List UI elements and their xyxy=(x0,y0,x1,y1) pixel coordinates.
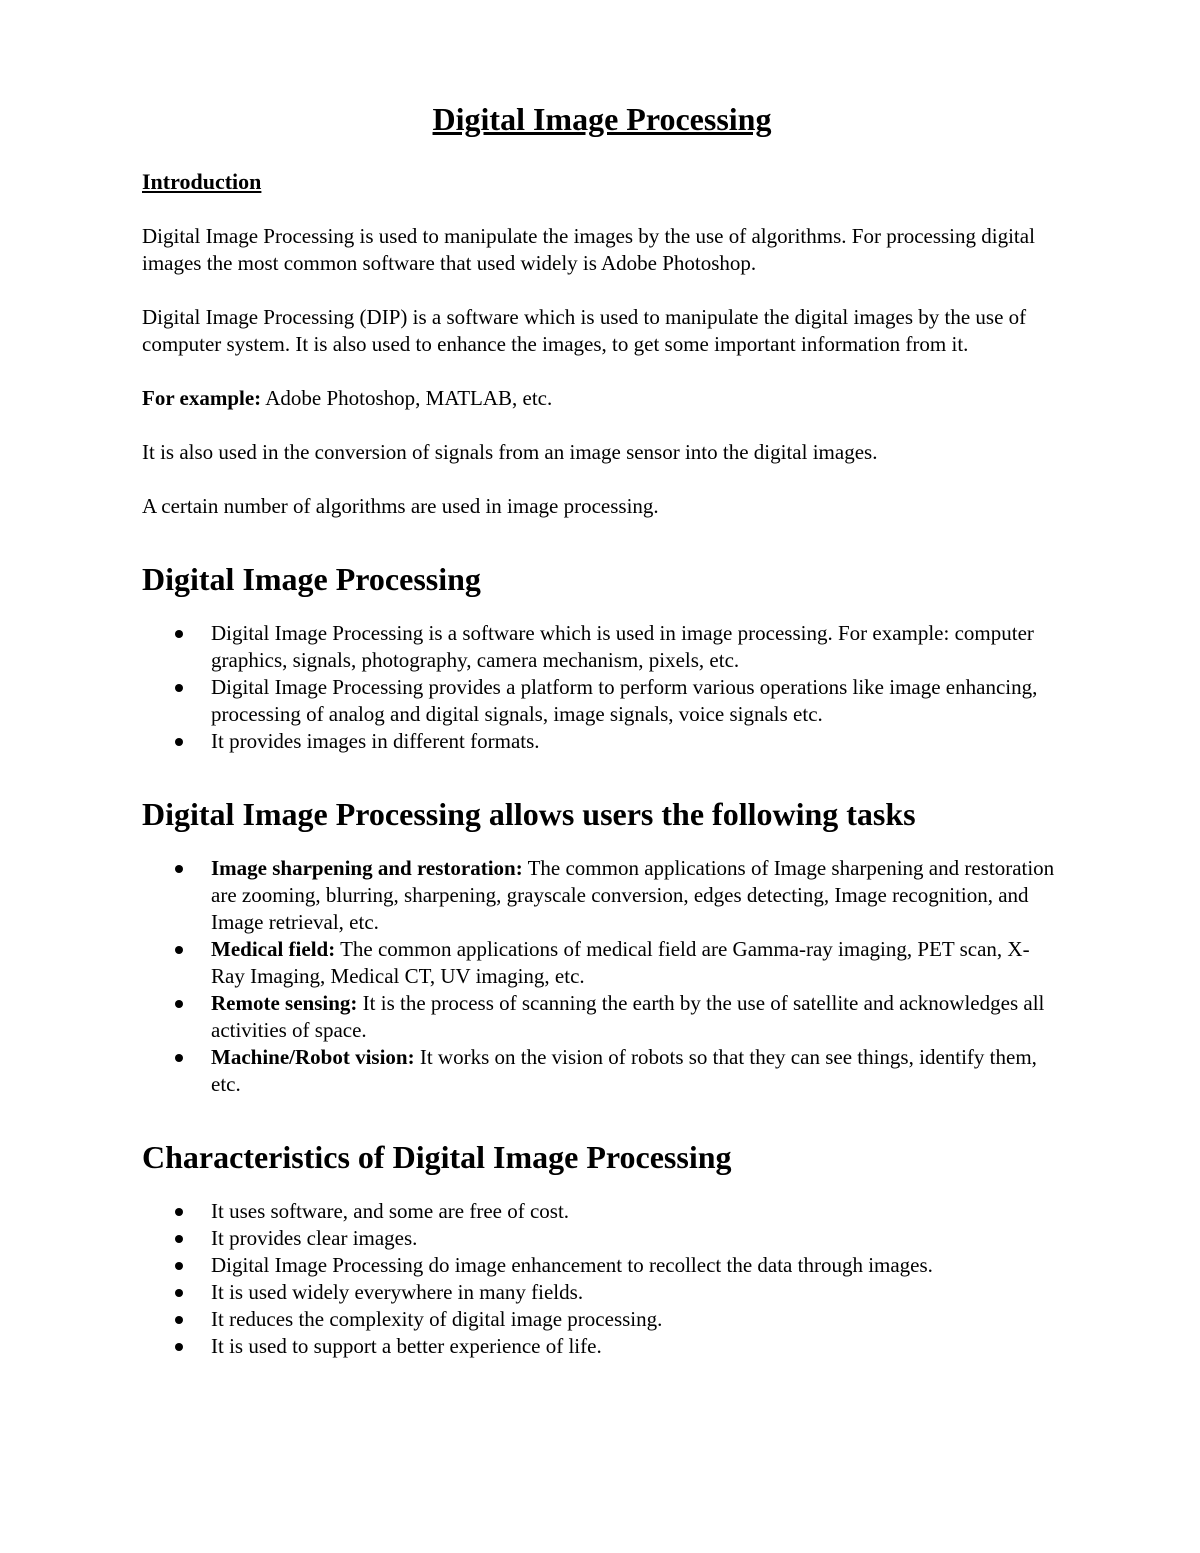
document-title: Digital Image Processing xyxy=(432,101,772,137)
list-item: Machine/Robot vision: It works on the vision of robots so that they can see things, identify them, etc. xyxy=(142,1044,1062,1098)
bullet-icon xyxy=(175,684,183,692)
list-item: Medical field: The common applications of medical field are Gamma-ray imaging, PET scan, X-Ray Imaging, Medical CT, UV imaging, etc. xyxy=(142,936,1062,990)
bullet-icon xyxy=(175,1000,183,1008)
list-item: Digital Image Processing is a software which is used in image processing. For example: computer graphics, signals, photography, camera mechanism, pixels, etc. xyxy=(142,620,1062,674)
section-heading-dip: Digital Image Processing xyxy=(142,561,481,597)
algorithms-paragraph: A certain number of algorithms are used in image processing. xyxy=(142,494,659,518)
document-page xyxy=(142,100,1062,1360)
list-item: It reduces the complexity of digital image processing. xyxy=(142,1306,1062,1333)
example-label: For example: xyxy=(142,386,262,410)
bullet-icon xyxy=(175,946,183,954)
bullet-icon xyxy=(175,1316,183,1324)
example-paragraph xyxy=(142,385,1062,412)
list-item: Image sharpening and restoration: The common applications of Image sharpening and restoration are zooming, blurring, sharpening, grayscale conversion, edges detecting, Image recognition, and Image retrieval, etc. xyxy=(142,855,1062,936)
example-text: Adobe Photoshop, MATLAB, etc. xyxy=(261,386,553,410)
section-heading-characteristics: Characteristics of Digital Image Processing xyxy=(142,1139,732,1175)
bullet-icon xyxy=(175,1235,183,1243)
dip-bullet-list xyxy=(142,620,1062,755)
list-item: Digital Image Processing do image enhancement to recollect the data through images. xyxy=(142,1252,1062,1279)
bullet-icon xyxy=(175,1343,183,1351)
list-item: Digital Image Processing provides a platform to perform various operations like image enhancing, processing of analog and digital signals, image signals, voice signals etc. xyxy=(142,674,1062,728)
list-item: Remote sensing: It is the process of scanning the earth by the use of satellite and acknowledges all activities of space. xyxy=(142,990,1062,1044)
list-item: It provides images in different formats. xyxy=(142,728,1062,755)
intro-paragraph: Digital Image Processing is used to manipulate the images by the use of algorithms. For processing digital images the most common software that used widely is Adobe Photoshop. xyxy=(142,224,1035,275)
bullet-icon xyxy=(175,1208,183,1216)
list-item: It uses software, and some are free of cost. xyxy=(142,1198,1062,1225)
bullet-icon xyxy=(175,1262,183,1270)
list-item: It is used widely everywhere in many fields. xyxy=(142,1279,1062,1306)
section-heading-tasks: Digital Image Processing allows users the following tasks xyxy=(142,796,916,832)
intro-paragraph: Digital Image Processing (DIP) is a software which is used to manipulate the digital images by the use of computer system. It is also used to enhance the images, to get some important information from it. xyxy=(142,305,1027,356)
introduction-heading: Introduction xyxy=(142,169,262,194)
tasks-bullet-list xyxy=(142,855,1062,1098)
bullet-icon xyxy=(175,630,183,638)
characteristics-bullet-list xyxy=(142,1198,1062,1360)
bullet-icon xyxy=(175,1289,183,1297)
conversion-paragraph: It is also used in the conversion of signals from an image sensor into the digital images. xyxy=(142,440,878,464)
bullet-icon xyxy=(175,865,183,873)
list-item: It provides clear images. xyxy=(142,1225,1062,1252)
bullet-icon xyxy=(175,738,183,746)
list-item: It is used to support a better experience of life. xyxy=(142,1333,1062,1360)
bullet-icon xyxy=(175,1054,183,1062)
